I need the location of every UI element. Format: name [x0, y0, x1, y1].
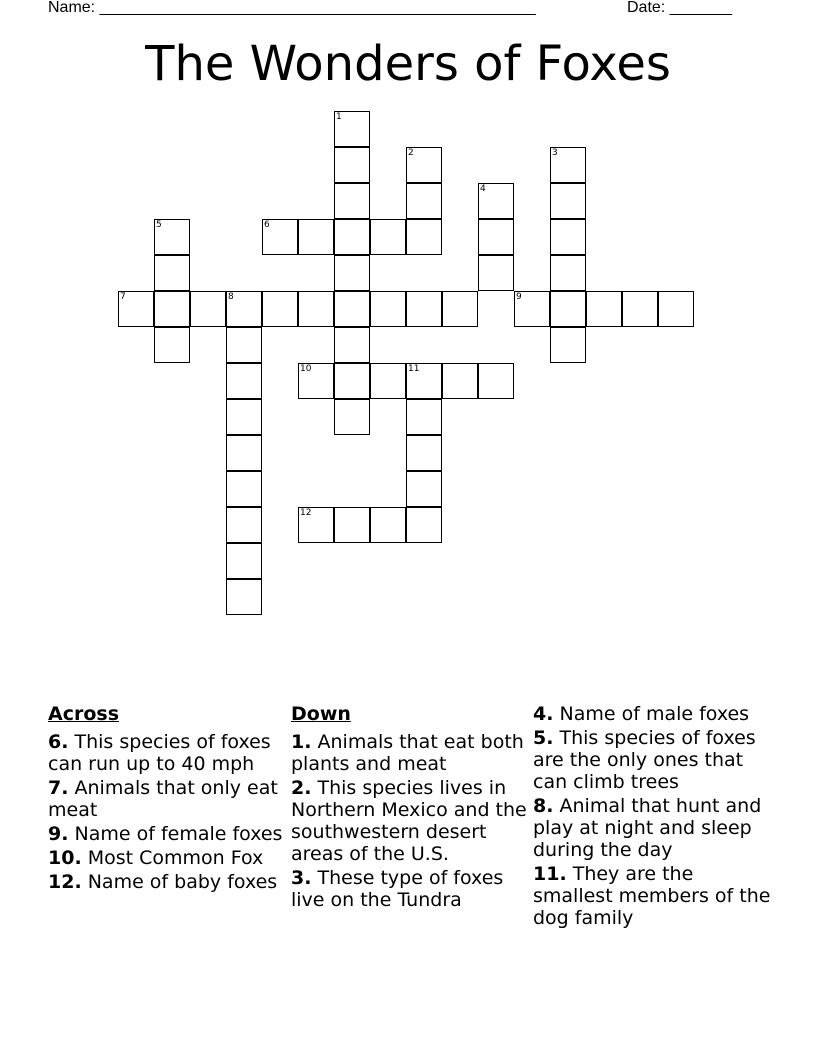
clue-item-number: 9.	[48, 823, 69, 845]
grid-cell[interactable]	[370, 507, 406, 543]
grid-cell[interactable]	[334, 363, 370, 399]
clue-item	[533, 727, 773, 793]
down-clue-list	[291, 731, 527, 911]
grid-cell[interactable]	[334, 219, 370, 255]
grid-cell[interactable]	[370, 291, 406, 327]
grid-cell[interactable]	[334, 399, 370, 435]
grid-cell[interactable]	[406, 183, 442, 219]
grid-cell[interactable]	[262, 291, 298, 327]
grid-cell[interactable]	[262, 219, 298, 255]
clue-item-text: Name of baby foxes	[87, 871, 278, 893]
clue-item-text: This species lives in Northern Mexico and the southwestern desert areas of the U.S.	[291, 777, 527, 865]
clue-item-text: Most Common Fox	[87, 847, 264, 869]
clue-item-text: Animals that only eat meat	[48, 777, 278, 821]
grid-cell[interactable]	[154, 255, 190, 291]
clue-number: 9	[516, 292, 522, 302]
clue-item-text: Name of male foxes	[559, 703, 750, 725]
clue-number: 7	[120, 292, 126, 302]
clue-item	[48, 731, 284, 775]
clue-item-number: 12.	[48, 871, 82, 893]
clue-item-number: 11.	[533, 863, 567, 885]
down-clues-continued	[533, 703, 773, 931]
grid-cell[interactable]	[442, 291, 478, 327]
grid-cell[interactable]	[550, 291, 586, 327]
grid-cell[interactable]	[154, 291, 190, 327]
clue-number: 10	[300, 364, 312, 374]
clue-number: 1	[336, 112, 342, 122]
down-clue-list-continued	[533, 703, 773, 929]
grid-cell[interactable]	[298, 291, 334, 327]
down-heading: Down	[291, 703, 351, 725]
clue-number: 11	[408, 364, 420, 374]
across-clues	[48, 703, 284, 895]
grid-cell[interactable]	[406, 471, 442, 507]
grid-cell[interactable]	[406, 399, 442, 435]
across-clue-list	[48, 731, 284, 893]
grid-cell[interactable]	[190, 291, 226, 327]
grid-cell[interactable]	[406, 147, 442, 183]
clue-item	[533, 703, 773, 725]
grid-cell[interactable]	[550, 147, 586, 183]
grid-cell[interactable]	[298, 507, 334, 543]
clue-number: 4	[480, 184, 486, 194]
across-heading: Across	[48, 703, 120, 725]
grid-cell[interactable]	[226, 399, 262, 435]
grid-cell[interactable]	[154, 327, 190, 363]
clue-number: 12	[300, 508, 312, 518]
clue-item	[48, 823, 284, 845]
grid-cell[interactable]	[478, 255, 514, 291]
clue-number: 5	[156, 220, 162, 230]
grid-cell[interactable]	[478, 219, 514, 255]
grid-cell[interactable]	[226, 543, 262, 579]
name-field-label[interactable]: Name: _________________________________________________	[48, 0, 536, 16]
grid-cell[interactable]	[334, 327, 370, 363]
clue-item-text: Animal that hunt and play at night and sleep during the day	[533, 795, 762, 861]
clue-item-number: 2.	[291, 777, 312, 799]
down-clues	[291, 703, 527, 913]
clue-item	[48, 847, 284, 869]
grid-cell[interactable]	[226, 291, 262, 327]
clue-item-text: This species of foxes can run up to 40 mph	[48, 731, 271, 775]
grid-cell[interactable]	[370, 363, 406, 399]
clue-item-number: 3.	[291, 867, 312, 889]
grid-cell[interactable]	[622, 291, 658, 327]
grid-cell[interactable]	[226, 327, 262, 363]
clue-item-text: This species of foxes are the only ones that can climb trees	[533, 727, 756, 793]
puzzle-title: The Wonders of Foxes	[145, 36, 671, 92]
grid-cell[interactable]	[406, 435, 442, 471]
grid-cell[interactable]	[478, 183, 514, 219]
clue-item	[291, 867, 527, 911]
grid-cell[interactable]	[226, 363, 262, 399]
grid-cell[interactable]	[406, 363, 442, 399]
grid-cell[interactable]	[334, 255, 370, 291]
clue-item-text: They are the smallest members of the dog family	[533, 863, 771, 929]
clue-item-number: 7.	[48, 777, 69, 799]
clue-item-number: 6.	[48, 731, 69, 753]
clue-item	[533, 795, 773, 861]
grid-cell[interactable]	[118, 291, 154, 327]
clue-item-text: These type of foxes live on the Tundra	[291, 867, 504, 911]
clue-item	[291, 731, 527, 775]
clue-item-number: 5.	[533, 727, 554, 749]
clue-item-text: Name of female foxes	[74, 823, 283, 845]
grid-cell[interactable]	[154, 219, 190, 255]
grid-cell[interactable]	[658, 291, 694, 327]
date-field-label[interactable]: Date: _______	[627, 0, 732, 16]
grid-cell[interactable]	[550, 255, 586, 291]
grid-cell[interactable]	[334, 147, 370, 183]
grid-cell[interactable]	[298, 219, 334, 255]
clue-number: 6	[264, 220, 270, 230]
grid-cell[interactable]	[406, 507, 442, 543]
grid-cell[interactable]	[514, 291, 550, 327]
clue-item-number: 4.	[533, 703, 554, 725]
grid-cell[interactable]	[334, 183, 370, 219]
clue-item	[48, 777, 284, 821]
clue-item	[291, 777, 527, 865]
grid-cell[interactable]	[550, 183, 586, 219]
clue-number: 8	[228, 292, 234, 302]
clue-number: 3	[552, 148, 558, 158]
grid-cell[interactable]	[370, 219, 406, 255]
clue-item-number: 10.	[48, 847, 82, 869]
grid-cell[interactable]	[334, 111, 370, 147]
grid-cell[interactable]	[334, 507, 370, 543]
clue-item	[533, 863, 773, 929]
grid-cell[interactable]	[478, 363, 514, 399]
grid-cell[interactable]	[226, 471, 262, 507]
clue-item-number: 1.	[291, 731, 312, 753]
grid-cell[interactable]	[406, 291, 442, 327]
grid-cell[interactable]	[226, 579, 262, 615]
grid-cell[interactable]	[334, 291, 370, 327]
grid-cell[interactable]	[442, 363, 478, 399]
clue-item-number: 8.	[533, 795, 554, 817]
grid-cell[interactable]	[406, 219, 442, 255]
grid-cell[interactable]	[298, 363, 334, 399]
grid-cell[interactable]	[550, 327, 586, 363]
clue-item-text: Animals that eat both plants and meat	[291, 731, 524, 775]
clue-item	[48, 871, 284, 893]
clue-number: 2	[408, 148, 414, 158]
grid-cell[interactable]	[226, 435, 262, 471]
grid-cell[interactable]	[226, 507, 262, 543]
grid-cell[interactable]	[550, 219, 586, 255]
grid-cell[interactable]	[586, 291, 622, 327]
